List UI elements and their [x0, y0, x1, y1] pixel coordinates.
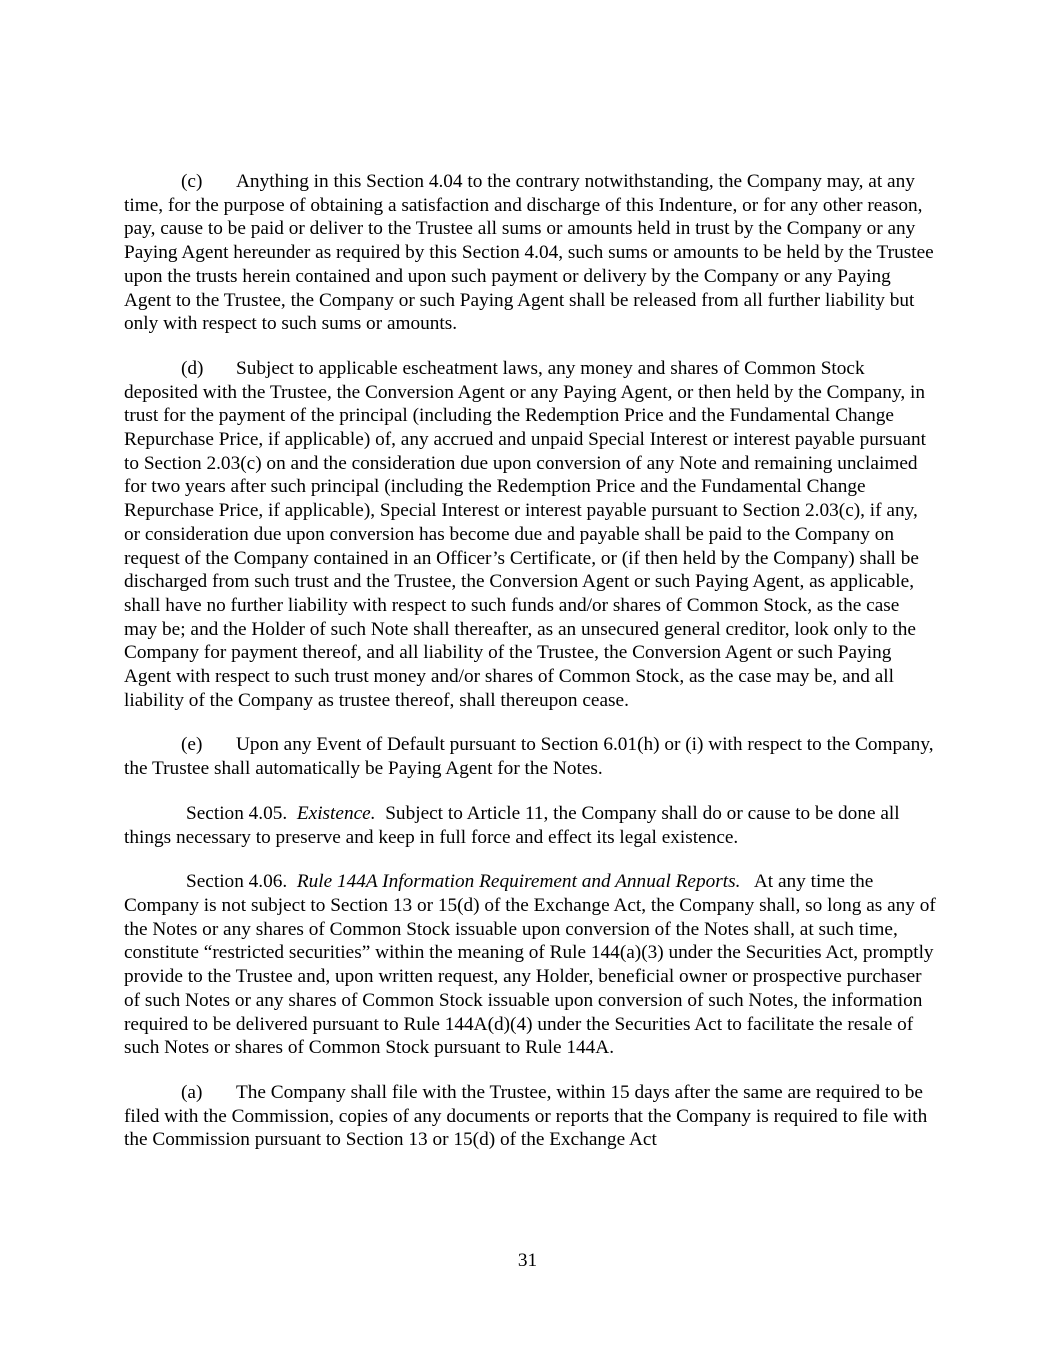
paragraph-text: Anything in this Section 4.04 to the contrary notwithstanding, the Company may, at any time, for the purpose of obtaining a satisfaction and discharge of this Indenture, or for any other reason, pay, cause to be paid or deliver to the Trustee all sums or amounts held in trust by the Company or any Paying Agent hereunder as required by this Section 4.04, such sums or amounts to be held by the Trustee upon the trusts herein contained and upon such payment or delivery by the Company or any Paying Agent to the Trustee, the Company or such Paying Agent shall be released from all further liability but only with respect to such sums or amounts.: [124, 171, 934, 335]
section-text: At any time the Company is not subject to Section 13 or 15(d) of the Exchange Act, the Company shall, so long as any of the Notes or any shares of Common Stock issuable upon conversion of the Notes shall, at such time, constitute “restricted securities” within the meaning of Rule 144(a)(3) under the Securities Act, promptly provide to the Trustee and, upon written request, any Holder, beneficial owner or prospective purchaser of such Notes or any shares of Common Stock issuable upon conversion of such Notes, the information required to be delivered pursuant to Rule 144A(d)(4) under the Securities Act to facilitate the resale of such Notes or shares of Common Stock pursuant to Rule 144A.: [124, 871, 936, 1059]
section-heading: Existence.: [296, 802, 376, 824]
paragraph-d: [124, 357, 936, 713]
paragraph-text: The Company shall file with the Trustee, within 15 days after the same are required to be filed with the Commission, copies of any documents or reports that the Company is required to file with the Commission pursuant to Section 13 or 15(d) of the Exchange Act: [124, 1081, 928, 1151]
page-number: 31: [517, 1250, 538, 1271]
paragraph-a: [124, 1081, 936, 1152]
section-number: Section 4.06.: [186, 871, 288, 893]
section-text: Subject to Article 11, the Company shall do or cause to be done all things necessary to preserve and keep in full force and effect its legal existence.: [124, 802, 900, 848]
paragraph-text: Upon any Event of Default pursuant to Section 6.01(h) or (i) with respect to the Company, the Trustee shall automatically be Paying Agent for the Notes.: [124, 734, 934, 780]
paragraph-c: [124, 170, 936, 336]
section-4-06: [124, 870, 936, 1060]
paragraph-e: [124, 733, 936, 780]
paragraph-text: Subject to applicable escheatment laws, any money and shares of Common Stock deposited with the Trustee, the Conversion Agent or any Paying Agent, or then held by the Company, in trust for the payment of the principal (including the Redemption Price and the Fundamental Change Repurchase Price, if applicable) of, any accrued and unpaid Special Interest or interest payable pursuant to Section 2.03(c) on and the consideration due upon conversion of any Note and remaining unclaimed for two years after such principal (including the Redemption Price and the Fundamental Change Repurchase Price, if applicable), Special Interest or interest payable pursuant to Section 2.03(c), if any, or consideration due upon conversion has become due and payable shall be paid to the Company on request of the Company contained in an Officer’s Certificate, or (if then held by the Company) shall be discharged from such trust and the Trustee, the Conversion Agent or such Paying Agent, as applicable, shall have no further liability with respect to such funds and/or shares of Common Stock, as the case may be; and the Holder of such Note shall thereafter, as an unsecured general creditor, look only to the Company for payment thereof, and all liability of the Trustee, the Conversion Agent or such Paying Agent with respect to such trust money and/or shares of Common Stock, as the case may be, and all liability of the Company as trustee thereof, shall thereupon cease.: [124, 357, 926, 711]
paragraph-label: (c): [181, 171, 203, 192]
document-body: [124, 170, 936, 1152]
paragraph-label: (a): [181, 1081, 203, 1103]
section-number: Section 4.05.: [186, 802, 288, 824]
paragraph-label: (d): [181, 357, 204, 379]
section-heading: Rule 144A Information Requirement and Annual Reports.: [296, 871, 741, 893]
paragraph-label: (e): [181, 734, 203, 756]
section-4-05: [124, 802, 936, 849]
